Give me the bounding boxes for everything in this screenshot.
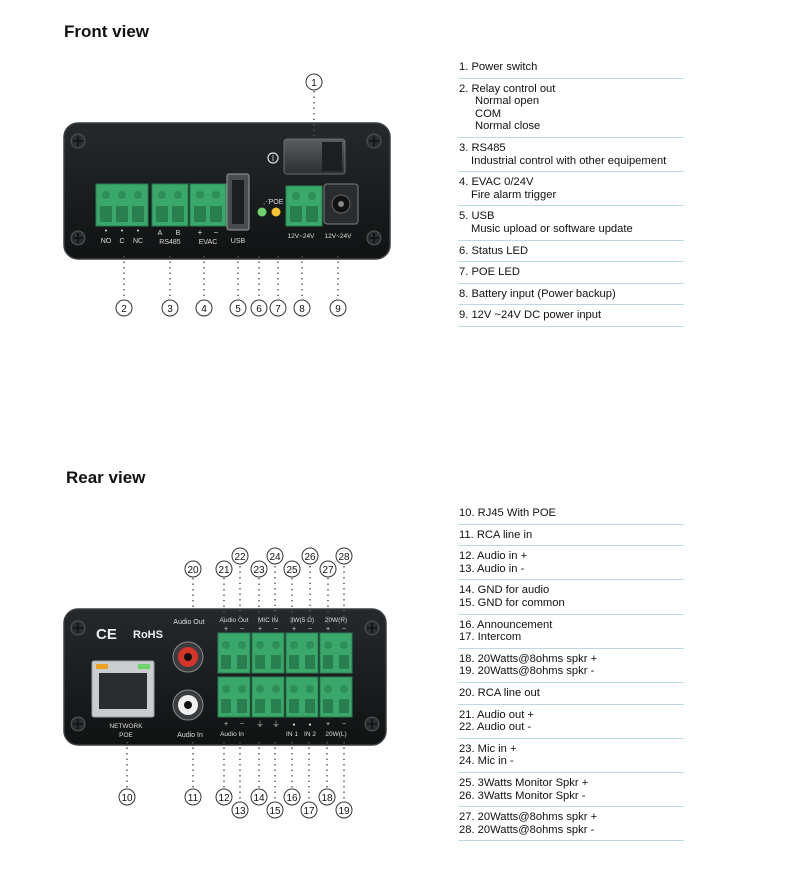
- callout-number: 6: [256, 304, 262, 315]
- front-legend-item: [458, 57, 684, 79]
- rear-legend-item: [458, 649, 684, 683]
- relay-dot: •: [120, 228, 124, 235]
- legend-description: Music upload or software update: [471, 222, 633, 235]
- callout-number: 17: [303, 806, 315, 817]
- rear-legend-item: [458, 705, 684, 739]
- callout-13: [232, 802, 248, 818]
- legend-line: 13. Audio in -: [459, 562, 525, 575]
- legend-line: 3. RS485: [459, 141, 506, 154]
- callout-2: [116, 300, 132, 316]
- usb-label: USB: [230, 238, 246, 245]
- rear-legend-item: [458, 503, 684, 525]
- front-screw-bottom-left: [71, 231, 85, 245]
- sign-19: −: [341, 721, 347, 728]
- callout-8: [294, 300, 310, 316]
- callout-number: 5: [235, 304, 241, 315]
- callout-number: 23: [253, 565, 265, 576]
- callout-number: 4: [201, 304, 207, 315]
- legend-line: 26. 3Watts Monitor Spkr -: [459, 789, 586, 802]
- callout-28: [336, 548, 352, 564]
- sign-24: −: [273, 626, 279, 633]
- relay-label-nc: NC: [132, 238, 144, 245]
- in1-label: IN 1: [286, 731, 298, 738]
- front-screw-top-left: [71, 134, 85, 148]
- callout-number: 1: [311, 78, 317, 89]
- callout-10: [119, 789, 135, 805]
- callout-number: 26: [304, 552, 316, 563]
- rj45-led-right: [138, 664, 150, 669]
- callout-15: [267, 802, 283, 818]
- callout-number: 9: [335, 304, 341, 315]
- legend-line: 7. POE LED: [459, 266, 520, 279]
- sign-22: −: [239, 626, 245, 633]
- callout-number: 10: [121, 793, 133, 804]
- rs485-label-a: A: [157, 230, 163, 237]
- legend-line: 10. RJ45 With POE: [459, 507, 556, 519]
- front-view-heading: Front view: [64, 22, 150, 41]
- legend-line: 14. GND for audio: [459, 584, 550, 597]
- legend-line: 18. 20Watts@8ohms spkr +: [459, 652, 598, 665]
- front-legend: [458, 57, 684, 327]
- callout-17: [301, 802, 317, 818]
- callout-11: [185, 789, 201, 805]
- callout-number: 3: [167, 304, 173, 315]
- sign-12: +: [223, 721, 229, 728]
- rj45-led-left: [96, 664, 108, 669]
- legend-line: 24. Mic in -: [459, 755, 514, 768]
- battery-terminal-block: [286, 186, 322, 226]
- callout-14: [251, 789, 267, 805]
- callout-25: [284, 561, 300, 577]
- callout-number: 14: [253, 793, 265, 804]
- legend-line: 1. Power switch: [459, 61, 538, 73]
- legend-line: 9. 12V ~24V DC power input: [459, 309, 602, 322]
- callout-27: [320, 561, 336, 577]
- callout-12: [216, 789, 232, 805]
- sign-18: +: [325, 721, 331, 728]
- callout-number: 2: [121, 304, 127, 315]
- callout-26: [302, 548, 318, 564]
- front-screw-top-right: [367, 134, 381, 148]
- rear-legend-item: [458, 525, 684, 547]
- monitor-3w-label: 3W(5 Ω): [289, 617, 315, 624]
- evac-minus-sign: −: [213, 228, 219, 237]
- callout-number: 7: [275, 304, 281, 315]
- callout-number: 15: [269, 806, 281, 817]
- battery-label: 12V~24V: [287, 233, 315, 240]
- legend-line: 4. EVAC 0/24V: [459, 176, 534, 189]
- relay-label-c: C: [119, 238, 125, 245]
- rs485-terminal-block: [152, 184, 188, 226]
- audio-out-terminal-label: Audio Out: [219, 617, 249, 624]
- callout-20: [185, 561, 201, 577]
- front-screw-bottom-right: [367, 231, 381, 245]
- rear-legend-item: [458, 580, 684, 614]
- callout-23: [251, 561, 267, 577]
- callout-22: [232, 548, 248, 564]
- rear-panel: [64, 609, 386, 745]
- front-legend-item: [458, 79, 684, 138]
- rear-screw-top-right: [365, 621, 379, 635]
- callout-24: [267, 548, 283, 564]
- callout-number: 21: [218, 565, 230, 576]
- callout-19: [336, 802, 352, 818]
- sign-25: +: [291, 626, 297, 633]
- callout-number: 27: [322, 565, 334, 576]
- rear-screw-bottom-left: [71, 717, 85, 731]
- callout-5: [230, 300, 246, 316]
- rj45-socket: [99, 673, 147, 709]
- legend-line: 5. USB: [459, 210, 495, 223]
- legend-line: 25. 3Watts Monitor Spkr +: [459, 776, 589, 789]
- mic-in-label: MIC IN: [257, 617, 279, 624]
- legend-line: 16. Announcement: [459, 618, 553, 631]
- relay-terminal-block: [96, 184, 148, 226]
- legend-description: Fire alarm trigger: [471, 188, 557, 201]
- legend-line: 20. RCA line out: [459, 686, 540, 699]
- rohs-mark: RoHS: [133, 629, 163, 641]
- rs485-label: RS485: [159, 239, 181, 246]
- dc-input-label: 12V~24V: [324, 233, 352, 240]
- dc-jack-pin: [338, 201, 344, 207]
- sign-13: −: [239, 721, 245, 728]
- rear-legend-item: [458, 683, 684, 705]
- callout-6: [251, 300, 267, 316]
- legend-line: 17. Intercom: [459, 631, 522, 644]
- front-legend-item: [458, 262, 684, 284]
- ground-15-icon: ⏚: [272, 720, 280, 729]
- legend-line: 27. 20Watts@8ohms spkr +: [459, 811, 598, 824]
- power-switch-rocker[interactable]: [322, 142, 342, 171]
- rear-legend: [458, 503, 684, 841]
- rca-out-label: Audio Out: [173, 619, 205, 626]
- front-legend-item: [458, 206, 684, 240]
- callout-number: 28: [338, 552, 350, 563]
- power-symbol-mark: I: [271, 154, 275, 163]
- network-poe-label: POE: [119, 732, 133, 739]
- legend-subline: Normal open: [475, 95, 540, 108]
- relay-dot: •: [104, 228, 108, 235]
- callout-number: 13: [234, 806, 246, 817]
- rca-in-center: [184, 701, 192, 709]
- speaker-20w-right-label: 20W(R): [324, 617, 348, 624]
- legend-line: 11. RCA line in: [459, 528, 533, 541]
- legend-line: 6. Status LED: [459, 244, 529, 257]
- legend-line: 21. Audio out +: [459, 708, 534, 721]
- sign-21: +: [223, 626, 229, 633]
- relay-dot: •: [136, 228, 140, 235]
- callout-1: [306, 74, 322, 90]
- rear-legend-item: [458, 615, 684, 649]
- legend-line: 19. 20Watts@8ohms spkr -: [459, 665, 595, 678]
- callout-7: [270, 300, 286, 316]
- network-label: NETWORK: [109, 723, 143, 730]
- poe-led: [272, 208, 281, 217]
- poe-label: POE: [268, 199, 284, 206]
- front-legend-item: [458, 172, 684, 206]
- front-legend-item: [458, 284, 684, 306]
- legend-subline: COM: [475, 107, 502, 120]
- legend-subline: Normal close: [475, 120, 541, 133]
- front-legend-item: [458, 305, 684, 327]
- front-legend-item: [458, 138, 684, 172]
- legend-line: 15. GND for common: [459, 596, 565, 609]
- relay-label-no: NO: [100, 238, 112, 245]
- sign-23: +: [257, 626, 263, 633]
- callout-4: [196, 300, 212, 316]
- dot-17: ●: [308, 722, 312, 728]
- front-panel: [64, 123, 390, 259]
- legend-line: 22. Audio out -: [459, 721, 532, 734]
- rear-legend-item: [458, 546, 684, 580]
- evac-terminal-block: [190, 184, 226, 226]
- legend-line: 23. Mic in +: [459, 742, 517, 755]
- legend-line: 12. Audio in +: [459, 550, 528, 563]
- rear-legend-item: [458, 807, 684, 841]
- callout-number: 12: [218, 793, 230, 804]
- callout-number: 20: [187, 565, 199, 576]
- legend-line: 28. 20Watts@8ohms spkr -: [459, 823, 595, 836]
- evac-label: EVAC: [198, 239, 218, 246]
- rear-screw-top-left: [71, 621, 85, 635]
- in2-label: IN 2: [304, 731, 316, 738]
- front-legend-item: [458, 241, 684, 263]
- legend-description: Industrial control with other equipement: [471, 154, 667, 167]
- rs485-label-b: B: [175, 230, 181, 237]
- legend-line: 2. Relay control out: [459, 82, 556, 95]
- sign-27: +: [325, 626, 331, 633]
- callout-number: 18: [321, 793, 333, 804]
- callout-number: 22: [234, 552, 246, 563]
- legend-line: 8. Battery input (Power backup): [459, 287, 616, 300]
- dot-16: ●: [292, 722, 296, 728]
- callout-18: [319, 789, 335, 805]
- callout-number: 8: [299, 304, 305, 315]
- sign-26: −: [307, 626, 313, 633]
- network-icon: ⋰: [263, 199, 270, 206]
- callout-21: [216, 561, 232, 577]
- callout-number: 24: [269, 552, 281, 563]
- sign-28: −: [341, 626, 347, 633]
- speaker-20w-left-label: 20W(L): [325, 731, 347, 738]
- callout-3: [162, 300, 178, 316]
- usb-port-slot: [232, 180, 244, 224]
- callout-number: 16: [286, 793, 298, 804]
- callout-number: 25: [286, 565, 298, 576]
- ground-14-icon: ⏚: [256, 720, 264, 729]
- callout-16: [284, 789, 300, 805]
- rca-out-center: [184, 653, 192, 661]
- rear-legend-item: [458, 773, 684, 807]
- rear-screw-bottom-right: [365, 717, 379, 731]
- status-led: [258, 208, 267, 217]
- callout-number: 11: [187, 793, 199, 804]
- rca-in-label: Audio In: [177, 732, 203, 739]
- rear-legend-item: [458, 739, 684, 773]
- audio-in-terminal-label: Audio In: [220, 731, 244, 738]
- rear-view-heading: Rear view: [66, 468, 146, 487]
- callout-number: 19: [338, 806, 350, 817]
- ce-mark: CE: [96, 626, 117, 643]
- callout-9: [330, 300, 346, 316]
- evac-plus-sign: +: [197, 228, 203, 237]
